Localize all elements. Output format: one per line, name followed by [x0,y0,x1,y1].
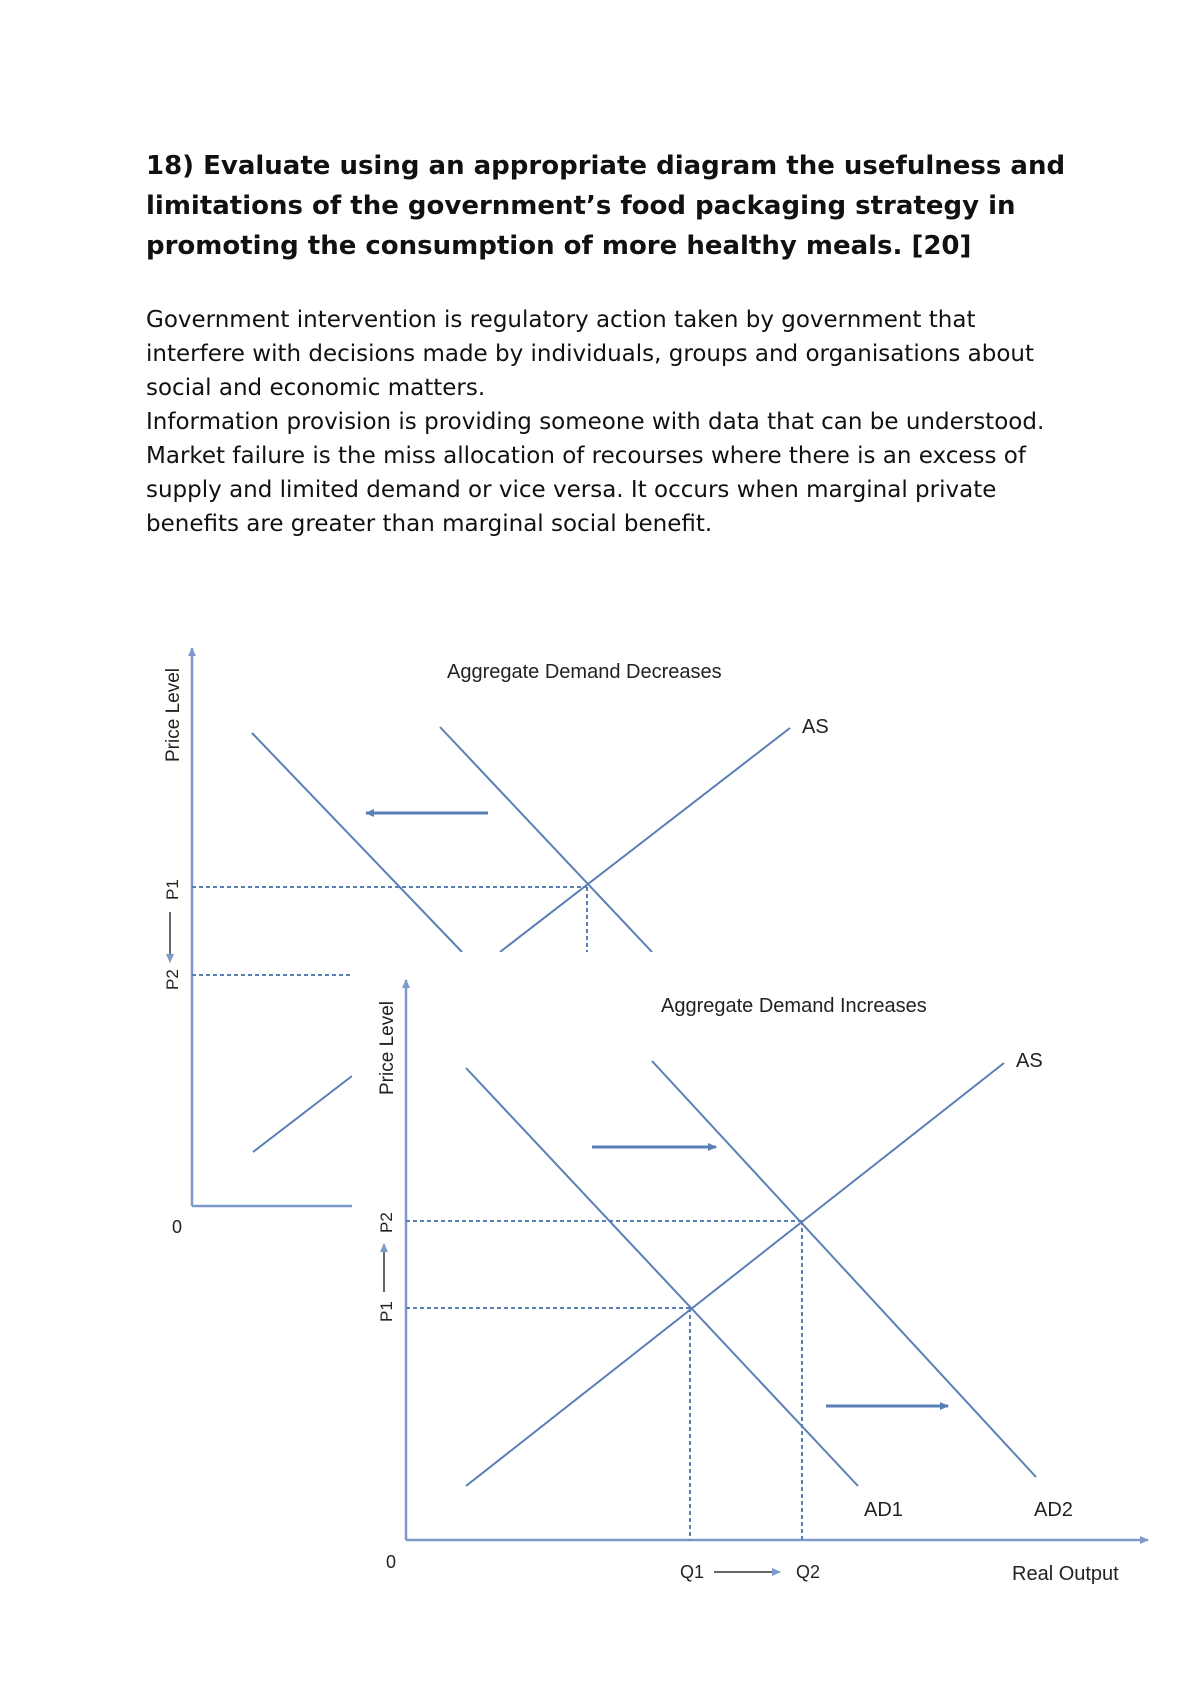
ad-curve-original [440,727,652,952]
gov-intervention-line-2: interfere with decisions made by individuals, groups and organisations about [146,341,1035,367]
as-label: AS [802,716,829,738]
q2-label: Q2 [796,1562,821,1582]
x-axis-label: Real Output [1012,1563,1119,1585]
ad-curve-new [252,733,462,952]
p2-label: P2 [163,969,182,990]
market-failure-line-3: benefits are greater than marginal social benefit. [146,511,713,537]
question-line-2: limitations of the government’s food packaging strategy in [146,191,1016,221]
diagram-overlay-panel [352,952,1200,1577]
origin-label: 0 [172,1217,183,1237]
gov-intervention-line-1: Government intervention is regulatory action taken by government that [146,307,976,333]
as-label: AS [1016,1050,1043,1072]
p2-label: P2 [377,1212,396,1233]
diagram-title: Aggregate Demand Decreases [447,661,722,683]
ad2-label: AD2 [1034,1499,1073,1521]
q1-label: Q1 [680,1562,705,1582]
origin-label: 0 [386,1552,397,1572]
diagram-title: Aggregate Demand Increases [661,995,927,1017]
info-provision-line: Information provision is providing someone with data that can be understood. [146,409,1045,435]
p1-label: P1 [377,1301,396,1322]
market-failure-line-2: supply and limited demand or vice versa. It occurs when marginal private [146,477,997,503]
as-curve-lower [253,1076,352,1152]
ad1-label: AD1 [864,1499,903,1521]
as-curve [500,728,790,952]
market-failure-line-1: Market failure is the miss allocation of recourses where there is an excess of [146,443,1026,469]
question-line-1: 18) Evaluate using an appropriate diagram the usefulness and [146,151,1066,181]
p1-label: P1 [163,879,182,900]
gov-intervention-line-3: social and economic matters. [146,375,486,401]
y-axis-label: Price Level [163,668,184,762]
question-line-3: promoting the consumption of more healthy meals. [20] [146,231,972,261]
y-axis-label: Price Level [377,1001,398,1095]
